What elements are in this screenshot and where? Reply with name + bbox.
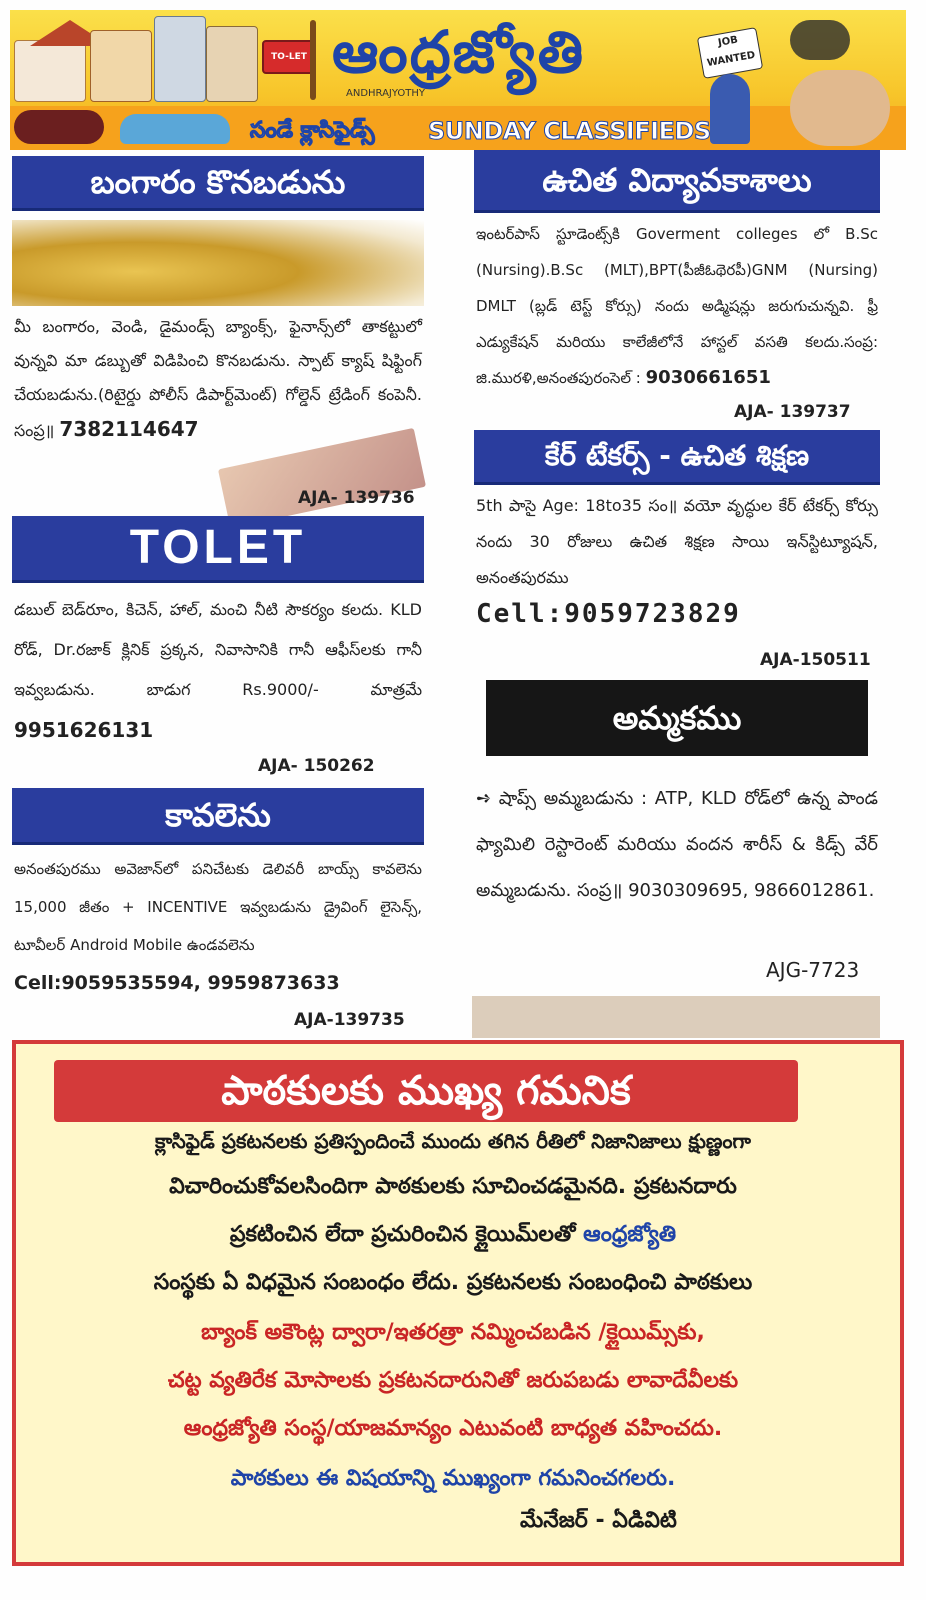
masthead-logo: ఆంధ్రజ్యోతి [332,18,586,86]
house-icon [90,30,152,102]
wanted-ad-code: AJA-139735 [294,1010,405,1030]
notice-line-3-text: ప్రకటించిన లేదా ప్రచురించిన క్లైయిమ్‌లతో [229,1222,576,1247]
building-icon [206,26,258,102]
wanted-ad-phone: Cell:9059535594, 9959873633 [14,972,340,994]
gold-ad-code: AJA- 139736 [298,488,415,508]
building-icon [154,16,206,102]
education-ad-title: ఉచిత విద్యావకాశాలు [474,150,880,213]
classifieds-banner [10,10,906,150]
caretakers-ad-text: 5th పాసై Age: 18to35 సం॥ వయో వృద్ధుల కేర్ టేకర్స్ కోర్సు నందు 30 రోజులు ఉచిత శిక్షణ సాయి ఇన్‌స్టిట్యూషన్, అనంతపురము [476,496,878,587]
tolet-ad-body [14,590,422,752]
gold-ad-title: బంగారం కొనబడును [12,156,424,211]
banner-subtitle-english: SUNDAY CLASSIFIEDS [428,117,711,145]
caretakers-ad-phone: Cell:9059723829 [476,599,741,629]
masthead-sub: ANDHRAJYOTHY [346,88,426,99]
sale-ad-title: అమ్మకము [486,680,868,756]
sale-ad-body [476,776,878,914]
caretakers-ad-body [476,488,878,632]
couple-icon [790,70,890,146]
notice-brand-name: ఆంధ్రజ్యోతి [583,1222,677,1247]
blank-ad-space [472,996,880,1038]
notice-line-5: బ్యాంక్ అకౌంట్ల ద్వారా/ఇతరత్రా నమ్మించబడిన /క్లైయిమ్స్‌కు, [201,1320,705,1345]
tolet-ad-text: డబుల్ బెడ్‌రూం, కిచెన్, హాల్, మంచి నీటి సౌకర్యం కలదు. KLD రోడ్, Dr.రజాక్ క్లినిక్ ప్రక్కన, నివాసానికి గానీ ఆఫీస్‌లకు గానీ ఇవ్వబడును. బాడుగ Rs.9000/- మాత్రమే [14,600,422,699]
motorcycle-icon [14,110,104,144]
person-icon [710,74,750,144]
tolet-ad-phone: 9951626131 [14,718,154,742]
gold-ad-body [14,310,422,448]
wanted-ad-body [14,850,422,1002]
tolet-ad-code: AJA- 150262 [258,756,375,776]
caretakers-ad-code: AJA-150511 [760,650,871,670]
sale-ad-text: ➺ షాప్స్ అమ్మబడును : ATP, KLD రోడ్‌లో ఉన్న పాండ ఫ్యామిలి రెస్టారెంట్ మరియు వందన శారీస్ & కిడ్స్ వేర్ అమ్మబడును. సంప్ర॥ 9030309695, 9866012861. [476,788,878,901]
sale-ad-code: AJG-7723 [766,958,860,982]
wanted-ad-text: అనంతపురము అవెజాన్‌లో పనిచేటకు డెలివరీ బాయ్స్ కావలెను 15,000 జీతం + INCENTIVE ఇవ్వబడును డ్రైవింగ్ లైసెన్స్, టూవీలర్ Android Mobile ఉండవలెను [14,860,422,954]
readers-notice-title: పాఠకులకు ముఖ్య గమనిక [54,1060,798,1122]
notice-line-3 [20,1218,886,1252]
car-icon [120,114,230,144]
tolet-sign-icon: TO-LET [262,40,316,74]
education-ad-body [476,216,878,396]
signpost-icon [310,20,316,100]
notice-line-2: విచారించుకోవలసిందిగా పాఠకులకు సూచించడమైనది. ప్రకటనదారు [169,1174,737,1199]
notice-line-1: క్లాసిఫైడ్ ప్రకటనలకు ప్రతిస్పందించే ముందు తగిన రీతిలో నిజానిజాలు క్షుణ్ణంగా [155,1129,751,1153]
notice-line-6: చట్ట వ్యతిరేక మోసాలకు ప్రకటనదారునితో జరుపబడు లావాదేవీలకు [167,1368,739,1393]
job-wanted-sign-icon: JOB WANTED [697,27,763,79]
wanted-ad-title: కావలెను [12,788,424,845]
notice-line-8: పాఠకులు ఈ విషయాన్ని ముఖ్యంగా గమనించగలరు. [230,1466,676,1491]
education-ad-phone: 9030661651 [645,367,771,388]
banner-subtitle-telugu: సండే క్లాసిఫైడ్స్ [250,118,375,143]
house-icon [14,40,86,102]
smoke-icon [790,20,850,60]
notice-line-7: ఆంధ్రజ్యోతి సంస్థ/యాజమాన్యం ఎటువంటి బాధ్యత వహించదు. [183,1416,723,1441]
education-ad-text: ఇంటర్‌పాస్ స్టూడెంట్స్‌కి Goverment colleges లో B.Sc (Nursing).B.Sc (MLT),BPT(పీజీఓథెరపీ)GNM (Nursing) DMLT (బ్లడ్ టెస్ట్ కోర్సు) నందు అడ్మిషన్లు జరుగుచున్నవి. ఫ్రీ ఎడ్యుకేషన్ మరియు కాలేజీలోనే హాస్టల్ వసతి కలదు.సంప్ర: జి.మురళి,అనంతపురంసెల్ : [476,225,878,387]
gold-coins-image [12,220,424,306]
notice-line-4: సంస్థకు ఏ విధమైన సంబంధం లేదు. ప్రకటనలకు సంబంధించి పాఠకులు [153,1270,753,1295]
notice-signature: మేనేజర్ - ఏడివిటి [520,1508,677,1533]
gold-ad-phone: 7382114647 [59,417,199,441]
caretakers-ad-title: కేర్ టేకర్స్ - ఉచిత శిక్షణ [474,430,880,485]
tolet-ad-title: TOLET [12,516,424,583]
education-ad-code: AJA- 139737 [734,402,851,422]
gold-ad-text: మీ బంగారం, వెండి, డైమండ్స్ బ్యాంక్స్, ఫైనాన్స్‌లో తాకట్టులో వున్నవి మా డబ్బుతో విడిపించి కొనబడును. స్పాట్ క్యాష్ షిఫ్టింగ్ చేయబడును.(రిటైర్డు పోలీస్ డిపార్ట్‌మెంట్) గోల్డెన్ ట్రేడింగ్ కంపెనీ. సంప్ర॥ [14,317,422,440]
